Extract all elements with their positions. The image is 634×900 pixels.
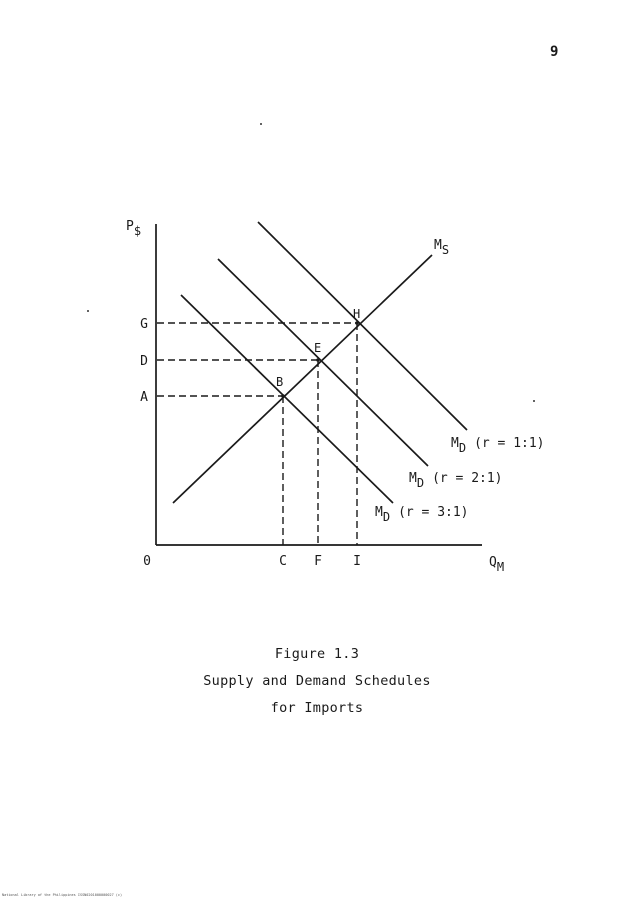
y-tick-label: A [140,390,148,405]
scan-speck [260,123,262,125]
equilibrium-point [355,321,359,325]
equilibrium-point [281,394,285,398]
figure-caption-title: Figure 1.3 [274,646,360,662]
x-axis-label: QM [489,555,505,574]
x-tick-label: C [279,554,287,569]
equilibrium-label: H [353,307,361,321]
origin-label: 0 [143,554,151,569]
demand-curve-label: MD (r = 1:1) [451,436,545,455]
demand-curve-label: MD (r = 2:1) [409,471,503,490]
demand-curve-label: MD (r = 3:1) [375,505,469,524]
page-number: 9 [550,44,559,60]
equilibrium-label: B [276,375,284,389]
scan-speck [87,310,89,312]
supply-curve-label: MS [434,238,450,257]
x-tick-label: I [353,554,361,569]
footer-stamp: National Library of the Philippines ISSN0201000000027 (c) [2,893,123,897]
demand-curve [258,222,467,430]
figure-caption-subtitle-cont: for Imports [270,700,364,716]
x-tick-label: F [314,554,322,569]
figure-caption-subtitle: Supply and Demand Schedules [203,673,431,689]
equilibrium-label: E [314,341,322,355]
y-axis-label: P$ [126,219,142,238]
scan-speck [533,400,535,402]
y-tick-label: G [140,317,148,332]
supply-curve [173,255,432,503]
equilibrium-point [316,358,320,362]
y-tick-label: D [140,354,148,369]
